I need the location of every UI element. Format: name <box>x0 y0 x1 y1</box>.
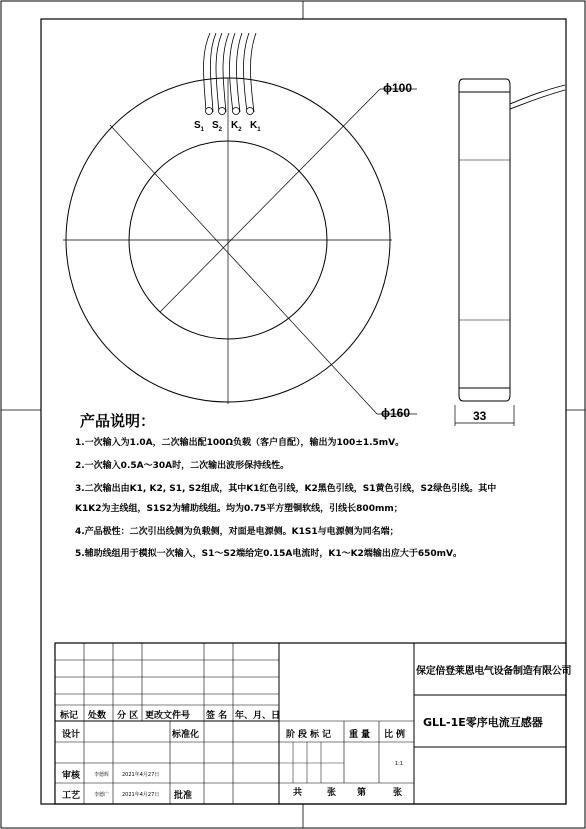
role-process: 工艺 <box>62 791 81 801</box>
header-zone: 分 区 <box>117 711 139 721</box>
dimension-outer-diameter: ϕ160 <box>381 406 411 420</box>
note-line-4: K1K2为主线组，S1S2为辅助线组。均为0.75平方塑铜软线，引线长800mm； <box>75 504 403 514</box>
product-name: GLL-1E零序电流互感器 <box>423 716 543 729</box>
role-standard: 标准化 <box>172 730 200 740</box>
scale-label: 比例 <box>384 730 409 740</box>
sheet-label: 张 <box>327 788 337 798</box>
role-design: 设计 <box>62 730 81 740</box>
header-date: 年、月、日 <box>235 711 281 721</box>
lead-wires <box>204 33 257 112</box>
note-line-5: 4.产品极性：二次引出线侧为负载侧，对面是电源侧。K1S1与电源侧为同名端； <box>75 527 399 537</box>
terminal-sub: 1 <box>200 127 205 133</box>
terminal-label-k1 <box>250 120 261 133</box>
process-date: 2021年4月27日 <box>122 792 160 798</box>
terminal-letter: K <box>231 120 239 131</box>
total-label: 共 <box>293 788 303 798</box>
terminal-label-s1 <box>194 120 204 133</box>
dim-line-outer <box>110 125 377 414</box>
terminal-letter: S <box>212 120 219 131</box>
dim-line-inner <box>160 89 380 312</box>
side-view <box>455 79 565 426</box>
terminal-sub: 2 <box>218 127 223 133</box>
header-mark: 标记 <box>60 711 79 721</box>
terminal-label-s2 <box>212 120 222 133</box>
header-sign: 签 名 <box>206 711 228 721</box>
review-date: 2021年4月27日 <box>122 772 160 778</box>
note-line-1: 1.一次输入为1.0A，二次输出配100Ω负载（客户自配），输出为100±1.5mV。 <box>75 438 405 448</box>
dimension-inner-diameter: ϕ100 <box>383 81 413 95</box>
process-name: 李德广 <box>94 792 110 798</box>
terminal-sub: 1 <box>257 127 261 133</box>
terminal-letter: S <box>194 120 201 131</box>
sheet2-label: 张 <box>393 788 403 798</box>
header-change-doc: 更改文件号 <box>145 711 191 721</box>
company-name: 保定倍登莱恩电气设备制造有限公司 <box>416 666 572 677</box>
note-line-2: 2.一次输入0.5A～30A时，二次输出波形保持线性。 <box>75 461 290 471</box>
page-label: 第 <box>357 788 367 798</box>
note-line-3: 3.二次输出由K1, K2, S1, S2组成，其中K1红色引线，K2黑色引线，S1黄色引线，S2绿色引线。其中 <box>75 484 497 494</box>
note-line-6: 5.辅助线组用于模拟一次输入，S1～S2端给定0.15A电流时，K1～K2端输出应大于650mV。 <box>75 549 462 559</box>
scale-value: 1:1 <box>395 761 404 767</box>
role-approve: 批准 <box>174 791 193 801</box>
terminal-letter: K <box>250 120 258 131</box>
weight-label: 重量 <box>349 730 374 740</box>
header-count: 处数 <box>88 711 107 721</box>
review-name: 李德辉 <box>94 772 110 778</box>
terminal-sub: 2 <box>238 127 242 133</box>
role-review: 审核 <box>62 771 81 781</box>
dimension-thickness: 33 <box>473 409 487 423</box>
notes-title: 产品说明： <box>80 412 156 430</box>
terminal-label-k2 <box>231 120 242 133</box>
stage-mark-label: 阶段标记 <box>286 730 335 740</box>
